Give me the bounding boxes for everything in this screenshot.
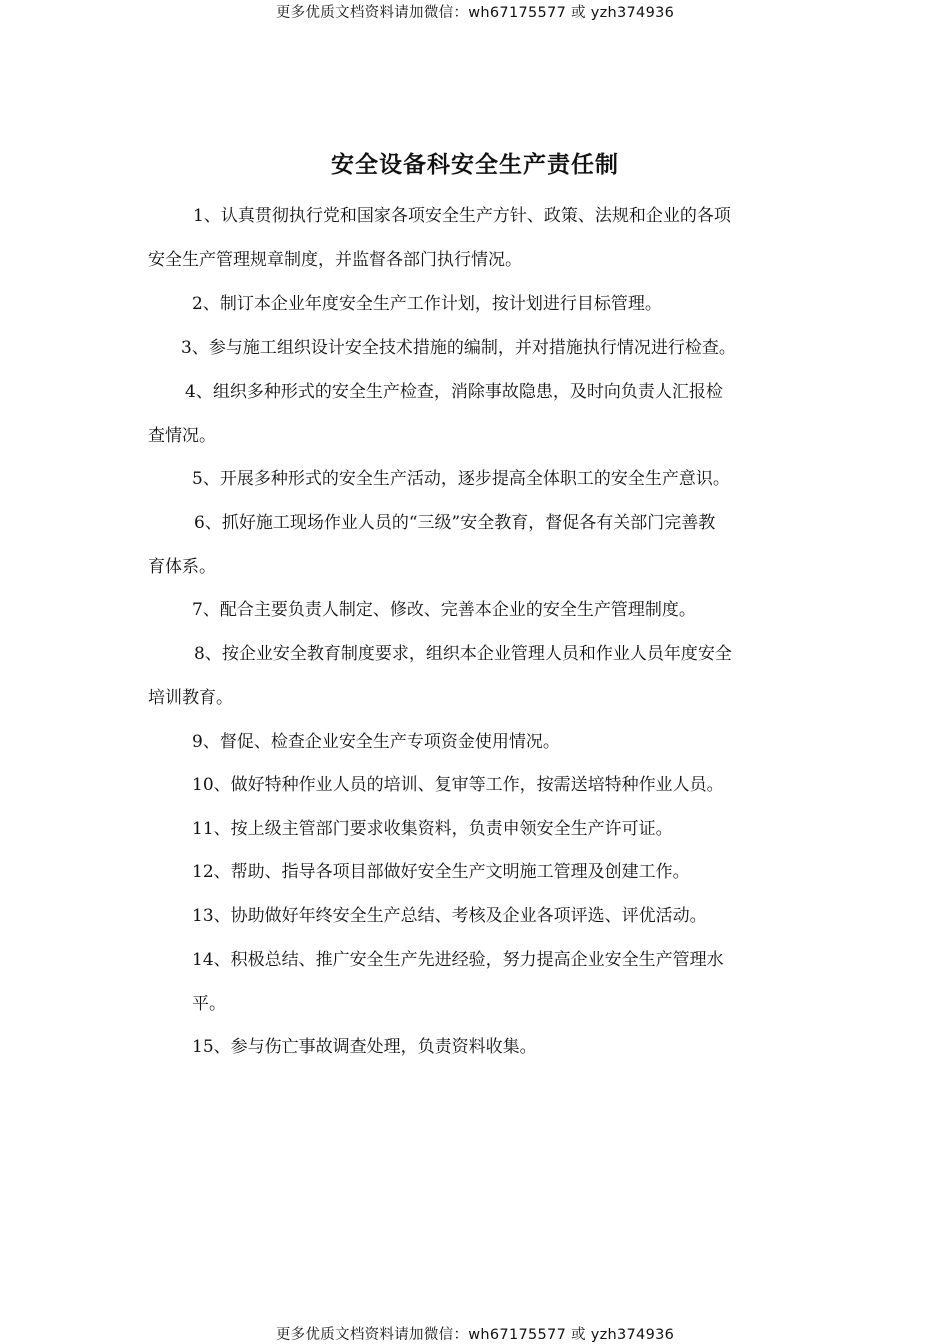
clause-10-line-1: 10、做好特种作业人员的培训、复审等工作，按需送培特种作业人员。 bbox=[192, 775, 724, 795]
clause-10 bbox=[192, 763, 724, 807]
clause-1 bbox=[148, 194, 731, 282]
clause-11-line-1: 11、按上级主管部门要求收集资料，负责申领安全生产许可证。 bbox=[192, 819, 673, 839]
clause-4-line-1: 4、组织多种形式的安全生产检查，消除事故隐患，及时向负责人汇报检 bbox=[185, 382, 723, 402]
clause-14-line-2: 平。 bbox=[192, 994, 226, 1014]
clause-13 bbox=[192, 894, 707, 938]
clause-14-line-1: 14、积极总结、推广安全生产先进经验，努力提高企业安全生产管理水 bbox=[192, 950, 724, 970]
clause-8-line-2: 培训教育。 bbox=[148, 688, 233, 708]
clause-7-line-1: 7、配合主要负责人制定、修改、完善本企业的安全生产管理制度。 bbox=[192, 600, 696, 620]
clause-8 bbox=[148, 632, 732, 720]
clause-3-line-1: 3、参与施工组织设计安全技术措施的编制，并对措施执行情况进行检查。 bbox=[181, 338, 736, 358]
clause-2 bbox=[192, 282, 662, 326]
bottom-watermark-banner: 更多优质文档资料请加微信：wh67175577 或 yzh374936 bbox=[275, 1327, 675, 1343]
clause-11 bbox=[192, 807, 673, 851]
clause-13-line-1: 13、协助做好年终安全生产总结、考核及企业各项评选、评优活动。 bbox=[192, 906, 707, 926]
clause-1-line-1: 1、认真贯彻执行党和国家各项安全生产方针、政策、法规和企业的各项 bbox=[193, 206, 731, 226]
clause-12-line-1: 12、帮助、指导各项目部做好安全生产文明施工管理及创建工作。 bbox=[192, 862, 690, 882]
clause-14 bbox=[192, 938, 724, 1026]
clause-5 bbox=[192, 457, 730, 501]
top-watermark-banner: 更多优质文档资料请加微信：wh67175577 或 yzh374936 bbox=[275, 5, 675, 21]
clause-5-line-1: 5、开展多种形式的安全生产活动，逐步提高全体职工的安全生产意识。 bbox=[192, 469, 730, 489]
clause-9 bbox=[192, 720, 560, 764]
clause-15 bbox=[192, 1025, 537, 1069]
clause-4-line-2: 查情况。 bbox=[148, 426, 216, 446]
clause-7 bbox=[192, 588, 696, 632]
clause-1-line-2: 安全生产管理规章制度，并监督各部门执行情况。 bbox=[148, 250, 522, 270]
clause-6 bbox=[148, 501, 715, 589]
clause-8-line-1: 8、按企业安全教育制度要求，组织本企业管理人员和作业人员年度安全 bbox=[194, 644, 732, 664]
clause-3 bbox=[181, 326, 736, 370]
clause-2-line-1: 2、制订本企业年度安全生产工作计划，按计划进行目标管理。 bbox=[192, 294, 662, 314]
document-title: 安全设备科安全生产责任制 bbox=[331, 152, 619, 178]
clause-4 bbox=[148, 370, 723, 458]
clause-6-line-1: 6、抓好施工现场作业人员的“三级”安全教育，督促各有关部门完善教 bbox=[194, 513, 716, 533]
clause-9-line-1: 9、督促、检查企业安全生产专项资金使用情况。 bbox=[192, 732, 560, 752]
clause-12 bbox=[192, 850, 690, 894]
clause-6-line-2: 育体系。 bbox=[148, 557, 216, 577]
clause-15-line-1: 15、参与伤亡事故调查处理，负责资料收集。 bbox=[192, 1037, 537, 1057]
